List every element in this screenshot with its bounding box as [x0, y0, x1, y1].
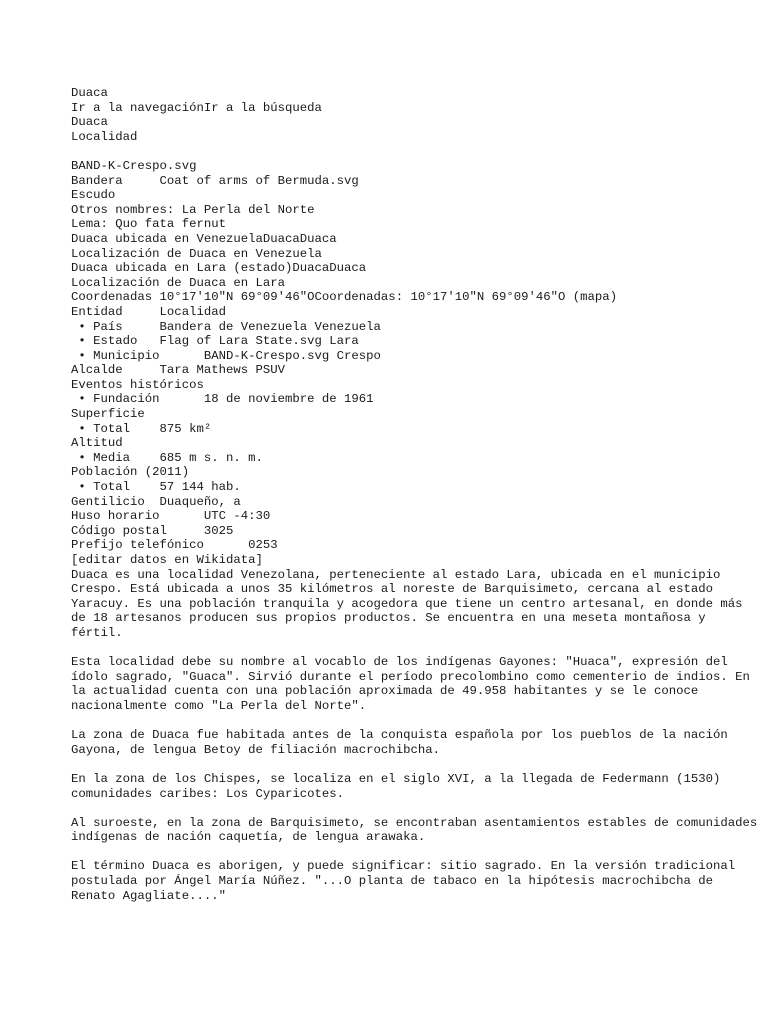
infobox-country: • País Bandera de Venezuela Venezuela: [71, 319, 381, 334]
spacer: [71, 641, 761, 656]
infobox-other-names: Otros nombres: La Perla del Norte: [71, 202, 315, 217]
infobox-population: Población (2011): [71, 465, 190, 480]
infobox-map-lara: Duaca ubicada en Lara (estado)DuacaDuaca: [71, 261, 367, 276]
infobox-flag-image: BAND-K-Crespo.svg: [71, 158, 197, 173]
infobox-map-venezuela: Duaca ubicada en VenezuelaDuacaDuaca: [71, 231, 337, 246]
infobox-population-total: • Total 57 144 hab.: [71, 480, 241, 495]
infobox-postal-code: Código postal 3025: [71, 523, 234, 538]
paragraph: Duaca es una localidad Venezolana, perteneciente al estado Lara, ubicada en el municipio Crespo. Está ubicada a unos 35 kilómetros al noreste de Barquisimeto, cercana al estado Yaracuy. Es una población tranquila y acogedora que tiene un centro artesanal, en donde más de 18 artesanos producen sus propios productos. Se encuentra en una meseta montañosa y fértil.: [71, 567, 743, 640]
infobox: [71, 159, 761, 568]
infobox-escudo: Escudo: [71, 188, 116, 203]
spacer: [71, 757, 761, 772]
skip-links[interactable]: Ir a la navegaciónIr a la búsqueda: [71, 100, 322, 115]
infobox-motto: Lema: Quo fata fernut: [71, 217, 226, 232]
spacer: [71, 845, 761, 860]
paragraph: La zona de Duaca fue habitada antes de la conquista española por los pueblos de la nación Gayona, de lengua Betoy de filiación macrochibcha.: [71, 728, 728, 757]
infobox-surface-total: • Total 875 km²: [71, 421, 212, 436]
infobox-flag-shield: Bandera Coat of arms of Bermuda.svg: [71, 173, 359, 188]
infobox-mayor: Alcalde Tara Mathews PSUV: [71, 363, 286, 378]
infobox-coordinates[interactable]: Coordenadas 10°17′10″N 69°09′46″OCoordenadas: 10°17′10″N 69°09′46″O (mapa): [71, 290, 618, 305]
infobox-edit-wikidata-link[interactable]: [editar datos en Wikidata]: [71, 553, 263, 567]
infobox-foundation: • Fundación 18 de noviembre de 1961: [71, 392, 374, 407]
infobox-entity: Entidad Localidad: [71, 304, 226, 319]
infobox-state: • Estado Flag of Lara State.svg Lara: [71, 334, 359, 349]
infobox-altitude: Altitud: [71, 436, 123, 451]
infobox-historic-events: Eventos históricos: [71, 377, 204, 392]
infobox-altitude-mean: • Media 685 m s. n. m.: [71, 450, 263, 465]
article-type: Localidad: [71, 129, 138, 144]
paragraph: El término Duaca es aborigen, y puede significar: sitio sagrado. En la versión tradicional postulada por Ángel María Núñez. "...O planta de tabaco en la hipótesis macrochibcha de Renato Agagliate....": [71, 859, 736, 903]
infobox-timezone: Huso horario UTC -4:30: [71, 509, 271, 524]
infobox-municipality: • Municipio BAND-K-Crespo.svg Crespo: [71, 348, 381, 363]
infobox-phone-prefix: Prefijo telefónico 0253: [71, 538, 278, 553]
article-name: Duaca: [71, 115, 108, 130]
paragraph: En la zona de los Chispes, se localiza en el siglo XVI, a la llegada de Federmann (1530) comunidades caribes: Los Cyparicotes.: [71, 771, 721, 801]
infobox-map-venezuela-caption: Localización de Duaca en Venezuela: [71, 246, 322, 261]
infobox-surface: Superficie: [71, 407, 145, 422]
infobox-map-lara-caption: Localización de Duaca en Lara: [71, 275, 286, 290]
spacer: [71, 801, 761, 816]
article-page: [71, 86, 761, 903]
paragraph: Esta localidad debe su nombre al vocablo de los indígenas Gayones: "Huaca", expresión del ídolo sagrado, "Guaca". Sirvió durante el período precolombino como cementerio de indios. En la actualidad cuenta con una población aproximada de 49.958 habitantes y se le conoce nacionalmente como "La Perla del Norte".: [71, 655, 750, 713]
page-title: Duaca: [71, 86, 108, 100]
infobox-demonym: Gentilicio Duaqueño, a: [71, 494, 241, 509]
spacer: [71, 144, 761, 159]
spacer: [71, 714, 761, 729]
paragraph: Al suroeste, en la zona de Barquisimeto, se encontraban asentamientos estables de comunidades indígenas de nación caquetía, de lengua arawaka.: [71, 815, 758, 845]
